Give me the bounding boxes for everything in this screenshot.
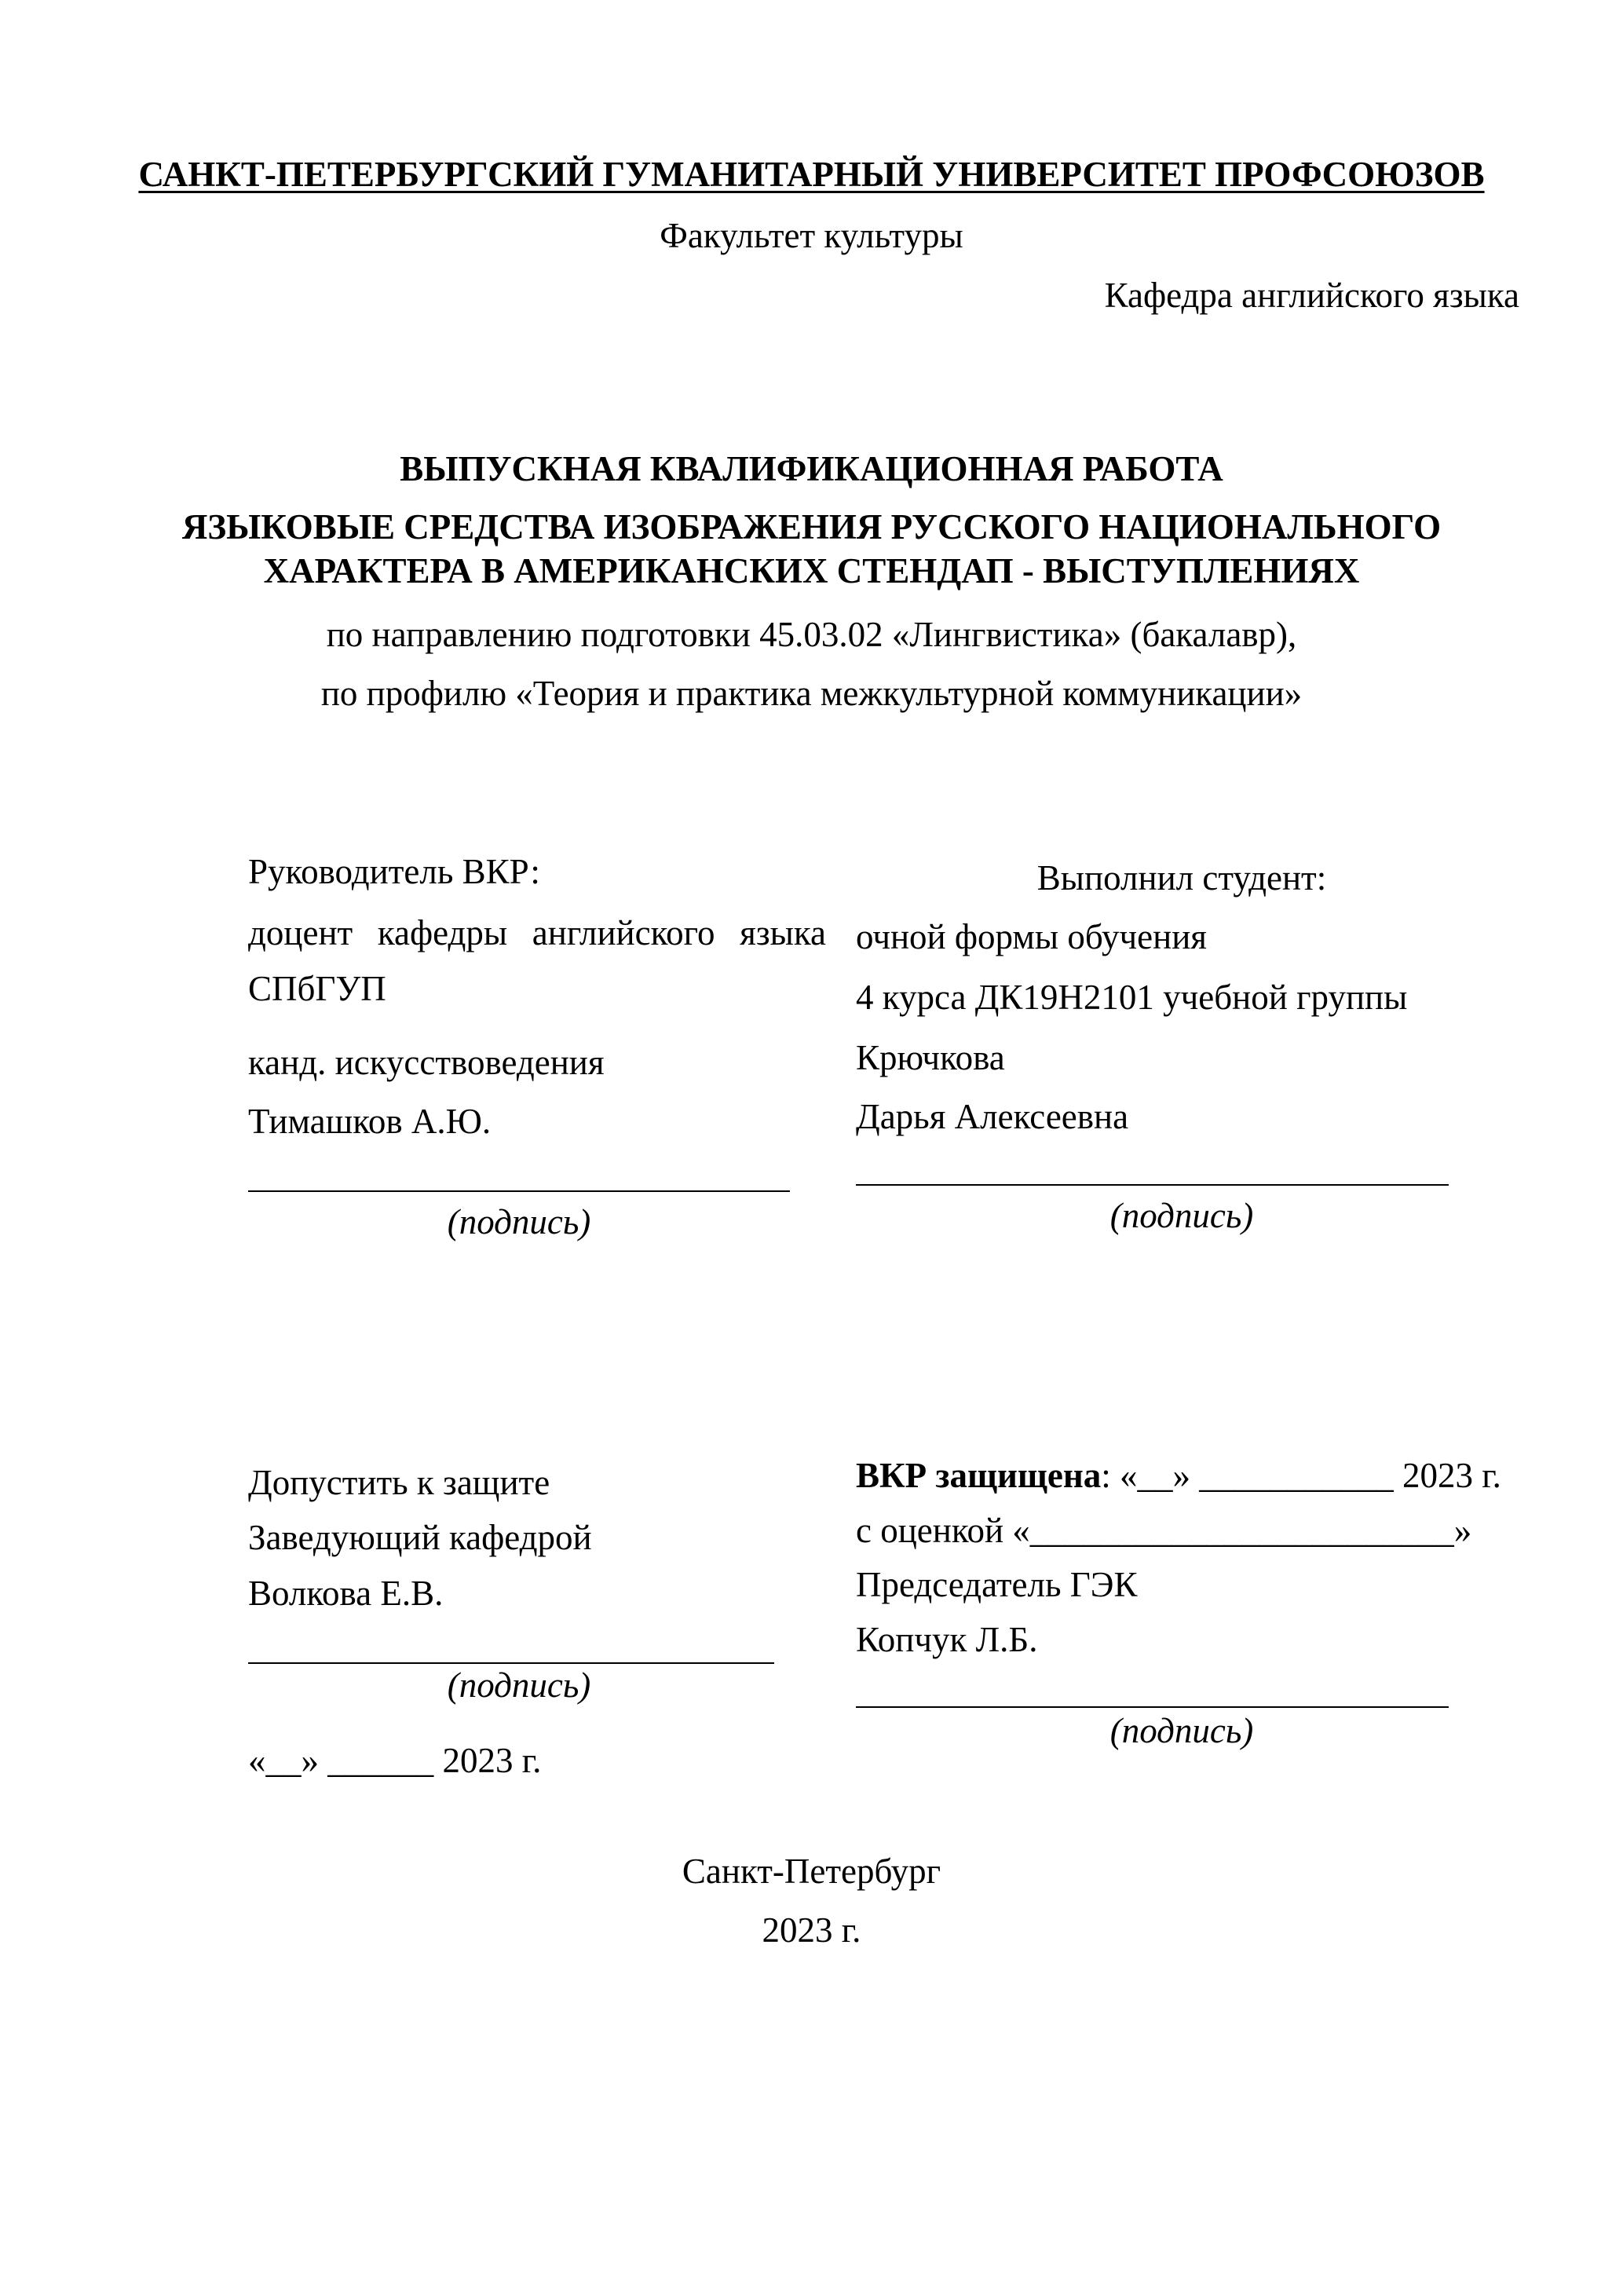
- work-type: ВЫПУСКНАЯ КВАЛИФИКАЦИОННАЯ РАБОТА: [400, 449, 1223, 488]
- defense-grade: с оценкой «________________________»: [856, 1511, 1472, 1550]
- student-signature-caption: (подпись): [1109, 1196, 1254, 1235]
- student-label: Выполнил студент:: [1036, 858, 1327, 898]
- supervisor-signature-caption: (подпись): [447, 1202, 591, 1241]
- supervisor-signature-line: [248, 1190, 790, 1192]
- supervisor-organization: СПбГУП: [248, 969, 386, 1008]
- defense-signature-line: [856, 1706, 1449, 1708]
- defense-date: : «__» ___________ 2023 г.: [1101, 1456, 1501, 1495]
- admission-role: Заведующий кафедрой: [248, 1518, 592, 1557]
- university-name-text: САНКТ-ПЕТЕРБУРГСКИЙ ГУМАНИТАРНЫЙ УНИВЕРСИТЕТ ПРОФСОЮЗОВ: [138, 155, 1485, 194]
- student-given-names: Дарья Алексеевна: [856, 1097, 1129, 1136]
- admission-date: «__» ______ 2023 г.: [248, 1741, 542, 1780]
- supervisor-label: Руководитель ВКР:: [248, 852, 540, 891]
- commission-chair-name: Копчук Л.Б.: [856, 1620, 1038, 1659]
- supervisor-position: доцент кафедры английского языка: [248, 913, 826, 952]
- profile: по профилю «Теория и практика межкультурной коммуникации»: [320, 674, 1303, 713]
- supervisor-degree: канд. искусствоведения: [248, 1043, 605, 1082]
- student-form: очной формы обучения: [856, 917, 1207, 956]
- topic-line-2: ХАРАКТЕРА В АМЕРИКАНСКИХ СТЕНДАП - ВЫСТУПЛЕНИЯХ: [263, 551, 1360, 590]
- defense-signature-caption: (подпись): [1109, 1711, 1254, 1750]
- defense-status: [856, 1458, 1501, 1493]
- city: Санкт-Петербург: [682, 1852, 941, 1891]
- topic-line-1: ЯЗЫКОВЫЕ СРЕДСТВА ИЗОБРАЖЕНИЯ РУССКОГО НАЦИОНАЛЬНОГО: [181, 507, 1442, 547]
- year: 2023 г.: [762, 1910, 861, 1950]
- admission-name: Волкова Е.В.: [248, 1574, 444, 1613]
- admission-label: Допустить к защите: [248, 1463, 550, 1502]
- supervisor-name: Тимашков А.Ю.: [248, 1102, 492, 1141]
- direction: по направлению подготовки 45.03.02 «Лингвистика» (бакалавр),: [326, 615, 1297, 654]
- admission-signature-caption: (подпись): [447, 1665, 591, 1705]
- student-surname: Крючкова: [856, 1038, 1005, 1077]
- admission-signature-line: [248, 1662, 774, 1664]
- student-signature-line: [856, 1184, 1449, 1186]
- faculty: Факультет культуры: [660, 216, 963, 255]
- student-group: 4 курса ДК19Н2101 учебной группы: [856, 978, 1408, 1017]
- commission-chair-role: Председатель ГЭК: [856, 1565, 1138, 1604]
- department: Кафедра английского языка: [1104, 276, 1519, 315]
- defense-label: ВКР защищена: [856, 1456, 1102, 1495]
- university-name: [0, 157, 1623, 192]
